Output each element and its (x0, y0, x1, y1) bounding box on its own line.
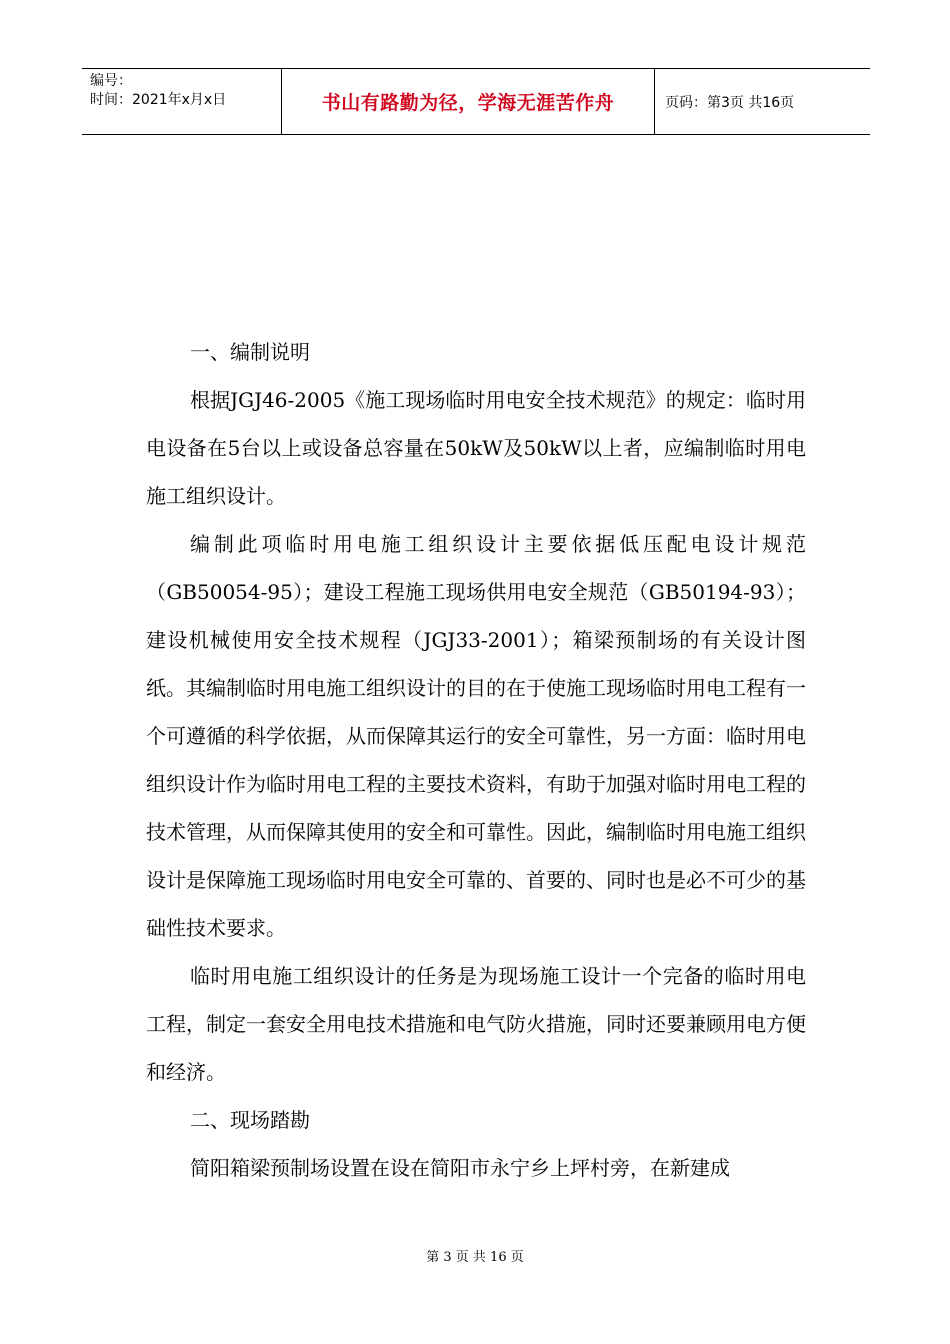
header-page-info: 页码：第3页 共16页 (665, 94, 795, 111)
document-body (146, 328, 806, 1192)
section-heading-1: 一、编制说明 (190, 340, 310, 364)
paragraph-2: 编制此项临时用电施工组织设计主要依据低压配电设计规范（GB50054-95）；建设工程施工现场供用电安全规范（GB50194-93）；建设机械使用安全技术规程（JGJ33-2001）；箱梁预制场的有关设计图纸。其编制临时用电施工组织设计的目的在于使施工现场临时用电工程有一个可遵循的科学依据，从而保障其运行的安全可靠性，另一方面：临时用电组织设计作为临时用电工程的主要技术资料，有助于加强对临时用电工程的技术管理，从而保障其使用的安全和可靠性。因此，编制临时用电施工组织设计是保障施工现场临时用电安全可靠的、首要的、同时也是必不可少的基础性技术要求。 (146, 532, 806, 940)
header-meta (82, 69, 282, 134)
page-header (82, 68, 870, 135)
page-footer: 第 3 页 共 16 页 (426, 1250, 524, 1265)
paragraph-3: 临时用电施工组织设计的任务是为现场施工设计一个完备的临时用电工程，制定一套安全用电技术措施和电气防火措施，同时还要兼顾用电方便和经济。 (146, 964, 806, 1084)
document-number-label: 编号： (90, 73, 132, 89)
header-motto: 书山有路勤为径，学海无涯苦作舟 (282, 69, 655, 134)
section-heading-2: 二、现场踏勘 (190, 1108, 310, 1132)
paragraph-4: 简阳箱梁预制场设置在设在简阳市永宁乡上坪村旁，在新建成 (190, 1156, 730, 1180)
document-time-label: 时间：2021年x月x日 (90, 92, 227, 108)
paragraph-1: 根据JGJ46-2005《施工现场临时用电安全技术规范》的规定：临时用电设备在5台以上或设备总容量在50kW及50kW以上者，应编制临时用电施工组织设计。 (146, 388, 806, 508)
